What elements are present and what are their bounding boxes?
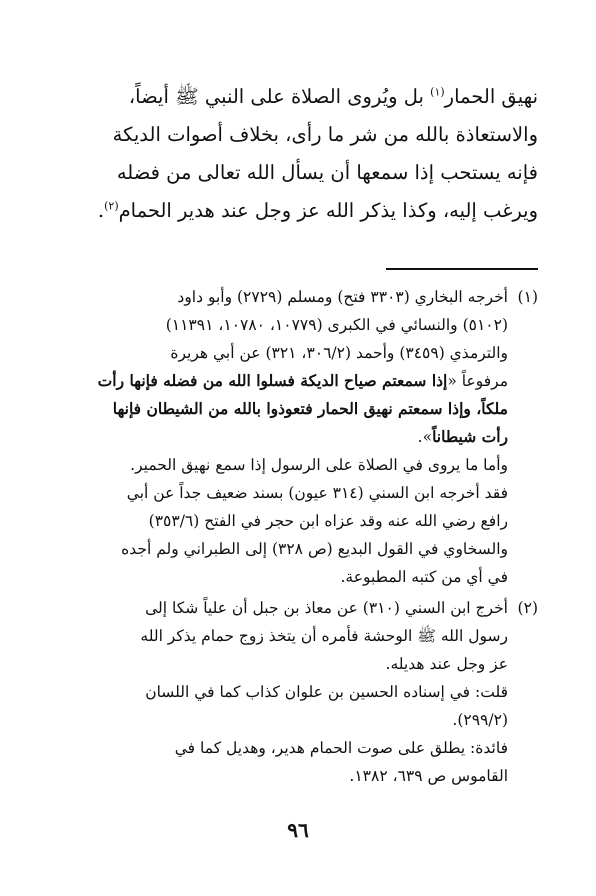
- main-text: [68, 78, 538, 230]
- footnote-1: [68, 283, 538, 591]
- footnote-line: (٥١٠٢) والنسائي في الكبرى (١٠٧٧٩، ١٠٧٨٠، ١١٣٩١): [165, 316, 508, 334]
- footnote-line: قلت: في إسناده الحسين بن علوان كذاب كما في اللسان: [145, 683, 508, 701]
- footnote-line: والترمذي (٣٤٥٩) وأحمد (٣٠٦/٢، ٣٢١) عن أبي هريرة: [170, 344, 508, 362]
- footnote-ref-1[interactable]: (١): [430, 85, 445, 99]
- footnote-line: مرفوعاً «إذا سمعتم صياح الديكة فسلوا الله من فضله فإنها رأت: [97, 371, 508, 390]
- footnote-line: أخرجه البخاري (٣٣٠٣ فتح) ومسلم (٢٧٢٩) وأبو داود: [177, 288, 508, 306]
- footnote-line: أخرج ابن السني (٣١٠) عن معاذ بن جبل أن علياً شكا إلى: [145, 599, 508, 617]
- footnote-number: (١): [517, 288, 538, 306]
- main-line: نهيق الحمار$^{(١)}$ بل ويُروى الصلاة على النبي ﷺ أيضاً،: [128, 85, 538, 108]
- footnote-line: والسخاوي في القول البديع (ص ٣٢٨) إلى الطبراني ولم أجده: [121, 540, 508, 558]
- footnote-line: فقد أخرجه ابن السني (٣١٤ عيون) بسند ضعيف جداً عن أبي: [126, 484, 508, 502]
- footnote-line: القاموس ص ٦٣٩، ١٣٨٢.: [349, 767, 508, 785]
- hadith-text: إذا سمعتم صياح الديكة فسلوا الله من فضله فإنها رأت: [97, 371, 448, 390]
- footnote-line: رافع رضي الله عنه وقد عزاه ابن حجر في الفتح (٣٥٣/٦): [148, 512, 508, 530]
- footnote-2: [68, 594, 538, 790]
- main-line: فإنه يستحب إذا سمعها أن يسأل الله تعالى من فضله: [116, 161, 538, 184]
- page-number: ٩٦: [287, 818, 309, 842]
- footnote-line: في أي من كتبه المطبوعة.: [340, 568, 508, 586]
- footnote-line: (٢٩٩/٢).: [452, 711, 508, 729]
- footnote-line: رأت شيطاناً».: [417, 427, 508, 446]
- footnote-line: رسول الله ﷺ الوحشة فأمره أن يتخذ زوج حمام يذكر الله: [140, 627, 508, 645]
- footnote-line: فائدة: يطلق على صوت الحمام هدير، وهديل كما في: [174, 739, 508, 757]
- hadith-text: ملكاً، وإذا سمعتم نهيق الحمار فتعوذوا بالله من الشيطان فإنها: [112, 399, 508, 418]
- main-line: ويرغب إليه، وكذا يذكر الله عز وجل عند هدير الحمام$^{(٢)}$.: [97, 199, 538, 222]
- footnote-number: (٢): [517, 599, 538, 617]
- footnote-line: عز وجل عند هديله.: [385, 655, 508, 673]
- footnote-ref-2[interactable]: (٢): [104, 199, 119, 213]
- footnotes: [68, 283, 538, 790]
- hadith-text: رأت شيطاناً: [432, 427, 508, 446]
- main-line: والاستعاذة بالله من شر ما رأى، بخلاف أصوات الديكة: [112, 123, 538, 146]
- footnote-separator: [386, 268, 538, 270]
- footnote-line: وأما ما يروى في الصلاة على الرسول إذا سمع نهيق الحمير.: [130, 456, 508, 474]
